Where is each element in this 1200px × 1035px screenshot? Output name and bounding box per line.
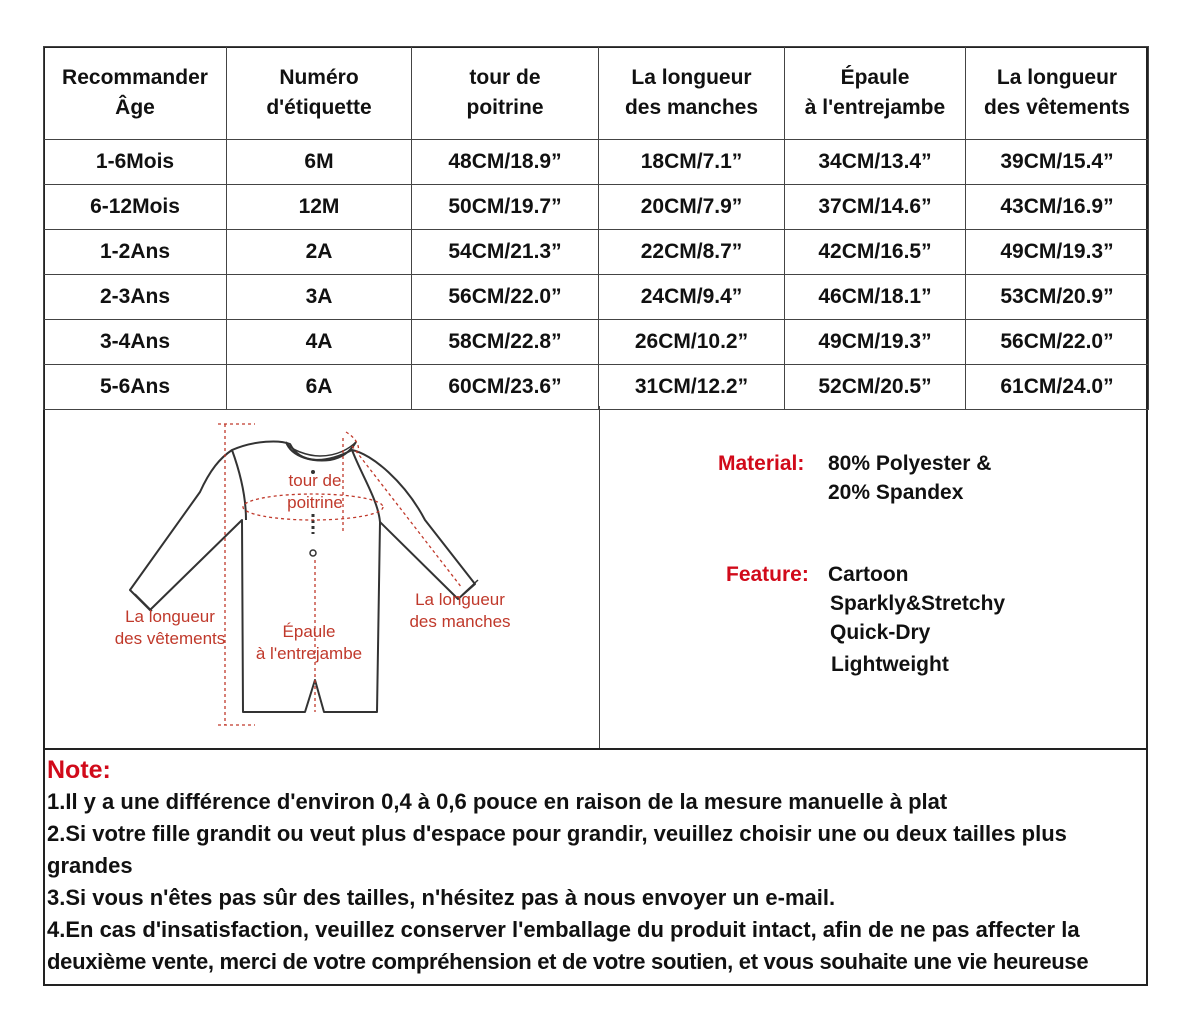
header-line: des vêtements xyxy=(984,96,1130,119)
table-cell: 31CM/12.2” xyxy=(599,365,785,410)
table-row xyxy=(44,140,1149,185)
label-garment-length xyxy=(100,606,240,650)
table-cell: 6A xyxy=(227,365,412,410)
label-line: des manches xyxy=(409,612,511,631)
table-cell: 52CM/20.5” xyxy=(785,365,966,410)
feature-value: Sparkly&Stretchy xyxy=(830,592,1006,615)
table-cell: 34CM/13.4” xyxy=(785,140,966,185)
table-cell: 2-3Ans xyxy=(44,275,227,320)
feature-block xyxy=(726,560,1146,679)
header-line: Recommander xyxy=(62,66,208,89)
label-shoulder-crotch xyxy=(253,621,365,665)
table-row xyxy=(44,185,1149,230)
label-line: des vêtements xyxy=(114,629,226,648)
feature-value: Cartoon xyxy=(828,563,909,586)
header-line: à l'entrejambe xyxy=(804,96,946,119)
feature-key: Feature: xyxy=(726,563,809,586)
feature-value: Lightweight xyxy=(831,653,949,676)
header-age xyxy=(44,47,227,140)
label-line: à l'entrejambe xyxy=(255,644,363,663)
table-cell: 49CM/19.3” xyxy=(966,230,1149,275)
table-cell: 22CM/8.7” xyxy=(599,230,785,275)
note-line: 2.Si votre fille grandit ou veut plus d'espace pour grandir, veuillez choisir une ou deux tailles plus xyxy=(47,821,1067,846)
size-table xyxy=(43,46,1149,410)
table-cell: 4A xyxy=(227,320,412,365)
table-row xyxy=(44,365,1149,410)
table-cell: 50CM/19.7” xyxy=(412,185,599,230)
header-sleeve xyxy=(599,47,785,140)
table-cell: 18CM/7.1” xyxy=(599,140,785,185)
table-cell: 58CM/22.8” xyxy=(412,320,599,365)
header-line: d'étiquette xyxy=(266,96,372,119)
label-sleeve-length xyxy=(405,589,515,633)
table-cell: 5-6Ans xyxy=(44,365,227,410)
note-section xyxy=(47,754,1147,978)
table-cell: 20CM/7.9” xyxy=(599,185,785,230)
material-key: Material: xyxy=(718,452,805,475)
label-chest xyxy=(275,470,355,514)
table-row xyxy=(44,320,1149,365)
table-cell: 1-6Mois xyxy=(44,140,227,185)
table-cell: 3-4Ans xyxy=(44,320,227,365)
table-row xyxy=(44,275,1149,320)
table-cell: 54CM/21.3” xyxy=(412,230,599,275)
table-cell: 43CM/16.9” xyxy=(966,185,1149,230)
material-block xyxy=(718,449,1138,507)
table-cell: 2A xyxy=(227,230,412,275)
table-cell: 37CM/14.6” xyxy=(785,185,966,230)
label-line: La longueur xyxy=(415,590,505,609)
table-cell: 6M xyxy=(227,140,412,185)
note-title: Note: xyxy=(47,756,111,784)
label-line: poitrine xyxy=(287,493,343,512)
header-line: La longueur xyxy=(631,66,752,89)
label-line: tour de xyxy=(288,471,342,490)
table-cell: 56CM/22.0” xyxy=(412,275,599,320)
note-line: 3.Si vous n'êtes pas sûr des tailles, n'hésitez pas à nous envoyer un e-mail. xyxy=(47,885,836,910)
table-cell: 60CM/23.6” xyxy=(412,365,599,410)
table-cell: 24CM/9.4” xyxy=(599,275,785,320)
table-cell: 53CM/20.9” xyxy=(966,275,1149,320)
header-line: tour de xyxy=(469,66,541,89)
garment-diagram xyxy=(60,412,580,742)
header-row xyxy=(44,47,1149,140)
header-chest xyxy=(412,47,599,140)
note-line: 1.Il y a une différence d'environ 0,4 à 0,6 pouce en raison de la mesure manuelle à plat xyxy=(47,789,948,814)
header-shoulder-crotch xyxy=(785,47,966,140)
material-value: 80% Polyester & xyxy=(828,452,992,475)
table-cell: 49CM/19.3” xyxy=(785,320,966,365)
note-line: deuxième vente, merci de votre compréhension et de votre soutien, et vous souhaite une vie heureuse xyxy=(47,949,1089,974)
label-line: La longueur xyxy=(125,607,215,626)
header-length xyxy=(966,47,1149,140)
header-line: Numéro xyxy=(279,66,359,89)
table-cell: 61CM/24.0” xyxy=(966,365,1149,410)
note-line: 4.En cas d'insatisfaction, veuillez conserver l'emballage du produit intact, afin de ne pas affecter la xyxy=(47,917,1080,942)
table-cell: 3A xyxy=(227,275,412,320)
label-line: Épaule xyxy=(282,622,336,641)
table-cell: 48CM/18.9” xyxy=(412,140,599,185)
table-cell: 42CM/16.5” xyxy=(785,230,966,275)
table-row xyxy=(44,230,1149,275)
header-line: Âge xyxy=(115,96,155,119)
section-divider-horizontal xyxy=(43,748,1148,750)
table-cell: 26CM/10.2” xyxy=(599,320,785,365)
header-line: poitrine xyxy=(466,96,544,119)
table-cell: 6-12Mois xyxy=(44,185,227,230)
feature-value: Quick-Dry xyxy=(830,621,931,644)
header-line: des manches xyxy=(624,96,759,119)
note-line: grandes xyxy=(47,853,133,878)
material-value: 20% Spandex xyxy=(828,481,964,504)
table-cell: 56CM/22.0” xyxy=(966,320,1149,365)
table-cell: 1-2Ans xyxy=(44,230,227,275)
table-cell: 39CM/15.4” xyxy=(966,140,1149,185)
header-line: Épaule xyxy=(840,66,910,89)
table-cell: 12M xyxy=(227,185,412,230)
table-cell: 46CM/18.1” xyxy=(785,275,966,320)
header-line: La longueur xyxy=(996,66,1118,89)
header-label-number xyxy=(227,47,412,140)
section-divider-vertical xyxy=(599,406,600,749)
